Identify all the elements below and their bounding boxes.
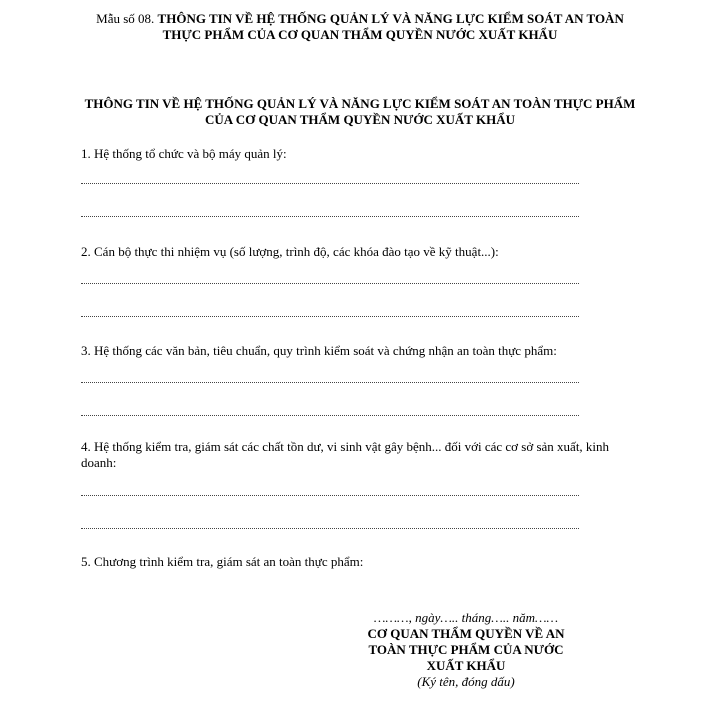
form-number: Mẫu số 08. bbox=[96, 11, 155, 26]
signature-block bbox=[352, 610, 580, 690]
answer-line[interactable] bbox=[81, 382, 579, 383]
answer-line[interactable] bbox=[81, 283, 579, 284]
document-title: THÔNG TIN VỀ HỆ THỐNG QUẢN LÝ VÀ NĂNG LỰC KIỂM SOÁT AN TOÀN THỰC PHẨM CỦA CƠ QUAN THẨM QUYỀN NƯỚC XUẤT KHẨU bbox=[84, 96, 636, 127]
form-header bbox=[80, 11, 640, 43]
answer-line[interactable] bbox=[81, 216, 579, 217]
question-3: 3. Hệ thống các văn bản, tiêu chuẩn, quy trình kiểm soát và chứng nhận an toàn thực phẩm: bbox=[81, 343, 557, 358]
answer-line[interactable] bbox=[81, 415, 579, 416]
question-5: 5. Chương trình kiểm tra, giám sát an toàn thực phẩm: bbox=[81, 554, 364, 569]
answer-line[interactable] bbox=[81, 528, 579, 529]
question-2: 2. Cán bộ thực thi nhiệm vụ (số lượng, trình độ, các khóa đào tạo về kỹ thuật...): bbox=[81, 244, 499, 259]
form-header-title: THÔNG TIN VỀ HỆ THỐNG QUẢN LÝ VÀ NĂNG LỰC KIỂM SOÁT AN TOÀN THỰC PHẨM CỦA CƠ QUAN THẨM QUYỀN NƯỚC XUẤT KHẨU bbox=[157, 11, 624, 42]
answer-line[interactable] bbox=[81, 495, 579, 496]
question-1: 1. Hệ thống tổ chức và bộ máy quản lý: bbox=[81, 146, 287, 161]
question-4: 4. Hệ thống kiểm tra, giám sát các chất tồn dư, vi sinh vật gây bệnh... đối với các cơ sở sản xuất, kinh doanh: bbox=[81, 439, 610, 470]
date-line: ………, ngày….. tháng….. năm…… bbox=[373, 610, 559, 625]
signing-authority: CƠ QUAN THẨM QUYỀN VỀ AN TOÀN THỰC PHẨM CỦA NƯỚC XUẤT KHẨU bbox=[367, 626, 565, 673]
answer-line[interactable] bbox=[81, 183, 579, 184]
answer-line[interactable] bbox=[81, 316, 579, 317]
signature-note: (Ký tên, đóng dấu) bbox=[417, 674, 515, 689]
